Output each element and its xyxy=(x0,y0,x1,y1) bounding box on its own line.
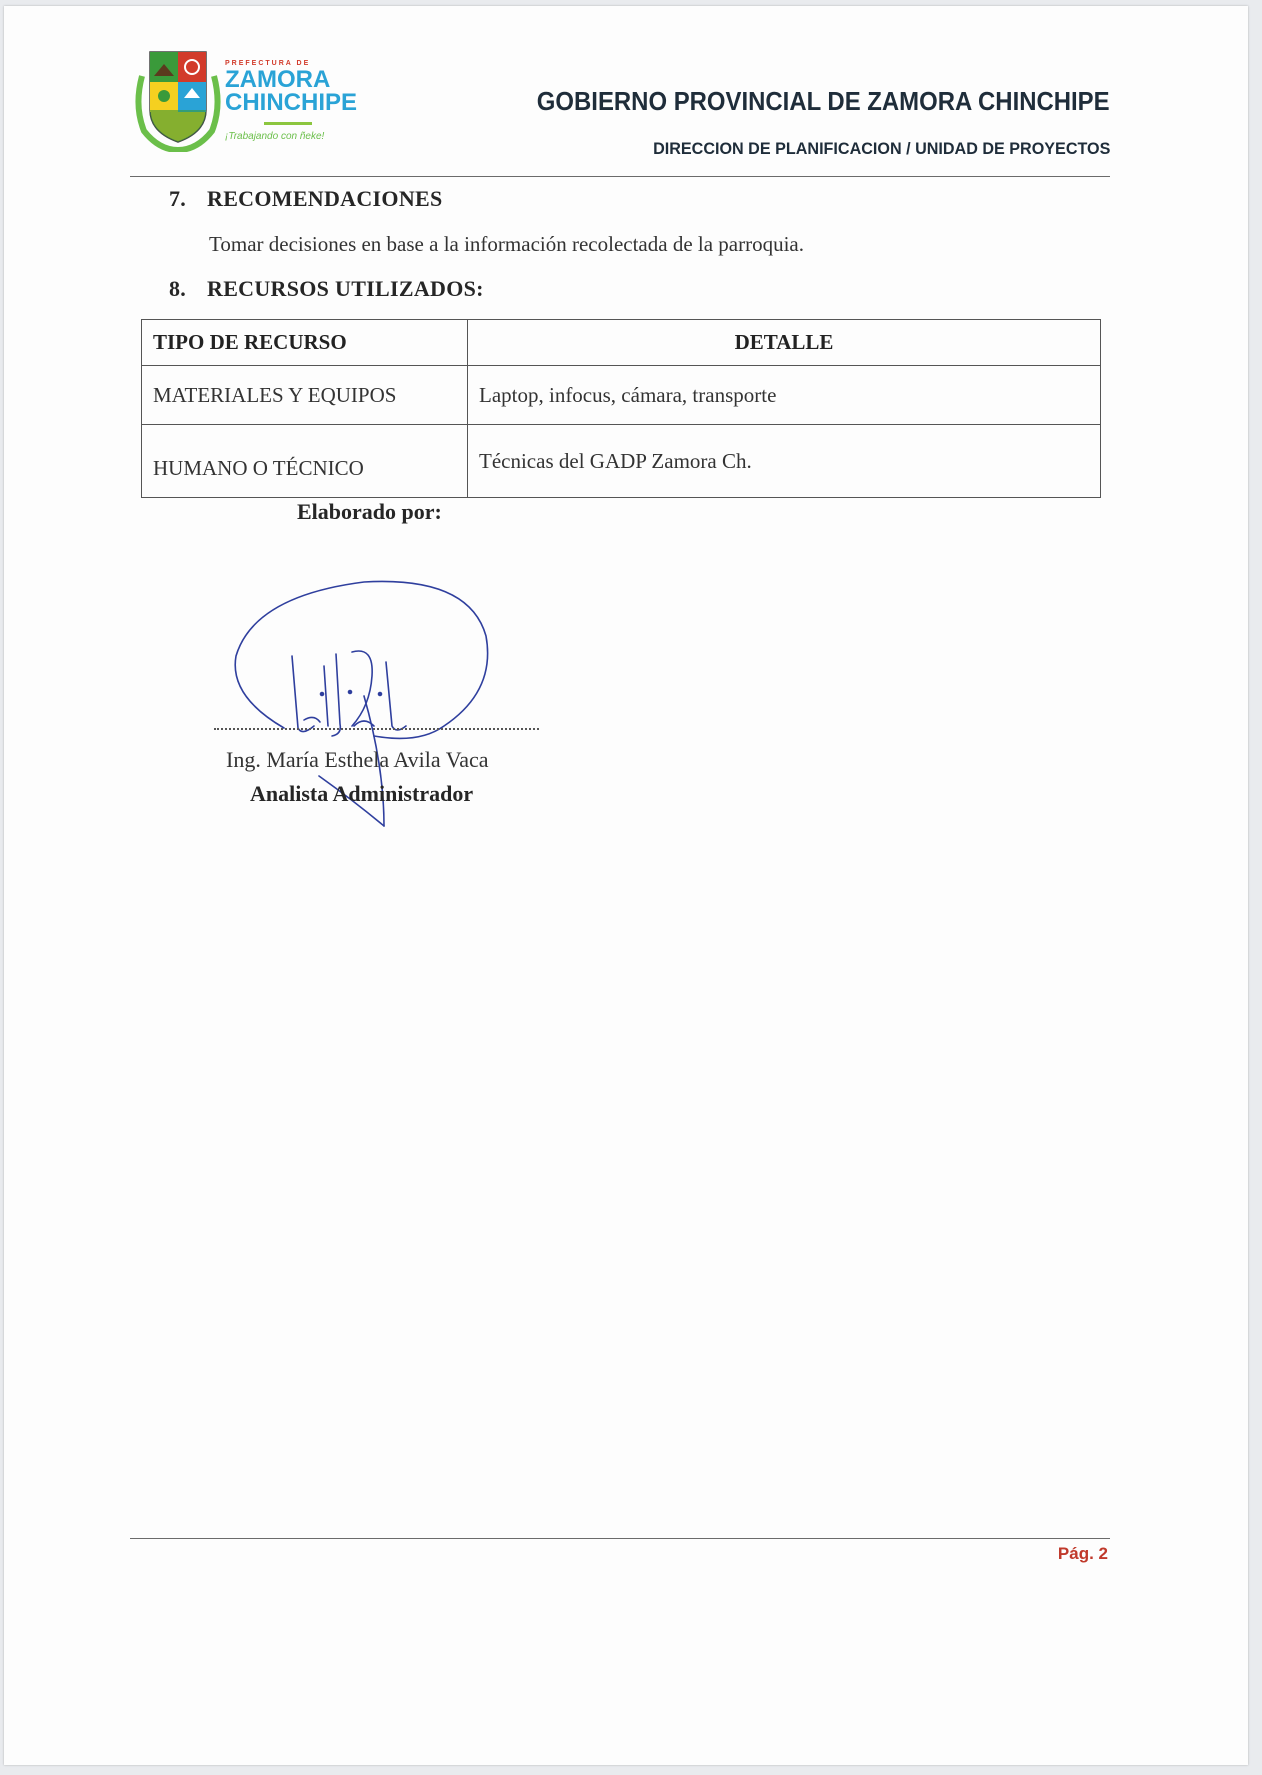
document-page xyxy=(4,6,1248,1765)
table-row xyxy=(142,425,1101,498)
signature-line xyxy=(214,728,539,730)
section-number: 8. xyxy=(169,276,187,301)
prepared-by-label: Elaborado por: xyxy=(297,499,442,524)
logo-line2: CHINCHIPE xyxy=(225,89,358,116)
section-heading-resources xyxy=(169,276,484,302)
page-number: Pág. 2 xyxy=(1057,1544,1108,1563)
section-title: RECOMENDACIONES xyxy=(207,186,443,211)
resources-table xyxy=(141,319,1101,498)
section-heading-recommendations xyxy=(169,186,443,212)
logo-tagline: ¡Trabajando con ñeke! xyxy=(225,131,325,142)
coat-of-arms-icon xyxy=(134,46,222,152)
prefectura-logo xyxy=(134,46,384,156)
recommendation-text: Tomar decisiones en base a la información recolectada de la parroquia. xyxy=(209,232,805,256)
logo-divider xyxy=(264,122,312,125)
document-subtitle: DIRECCION DE PLANIFICACION / UNIDAD DE PROYECTOS xyxy=(652,139,1110,158)
document-title: GOBIERNO PROVINCIAL DE ZAMORA CHINCHIPE xyxy=(537,86,1110,116)
table-header-cell: DETALLE xyxy=(468,320,1101,366)
signer-name: Ing. María Esthela Avila Vaca xyxy=(226,747,489,772)
table-cell: HUMANO O TÉCNICO xyxy=(142,425,468,498)
section-title: RECURSOS UTILIZADOS: xyxy=(207,276,484,301)
table-header-row xyxy=(142,320,1101,366)
signer-role: Analista Administrador xyxy=(250,781,474,806)
logo-line1: ZAMORA xyxy=(225,66,331,93)
footer-rule xyxy=(130,1538,1110,1539)
table-cell: MATERIALES Y EQUIPOS xyxy=(142,366,468,425)
header-rule xyxy=(130,176,1110,177)
section-number: 7. xyxy=(169,186,187,211)
table-header-cell: TIPO DE RECURSO xyxy=(142,320,468,366)
table-cell: Técnicas del GADP Zamora Ch. xyxy=(468,425,1101,498)
logo-prefix: PREFECTURA DE xyxy=(225,60,311,67)
table-row xyxy=(142,366,1101,425)
table-cell: Laptop, infocus, cámara, transporte xyxy=(468,366,1101,425)
